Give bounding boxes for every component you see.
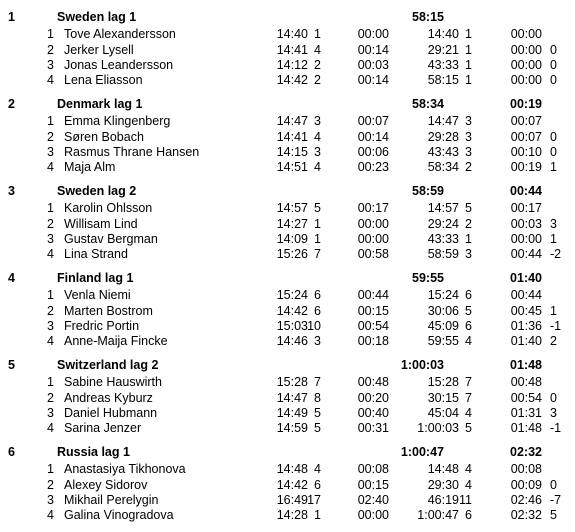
leg-time: 14:47 xyxy=(276,114,308,128)
position-change: 0 xyxy=(550,145,557,159)
cumulative-time: 43:33 xyxy=(427,58,459,72)
team-name: Russia lag 1 xyxy=(57,445,130,459)
runner-row xyxy=(0,42,575,58)
runner-name: Fredric Portin xyxy=(64,319,140,333)
cumulative-time: 30:06 xyxy=(427,304,459,318)
leg-behind: 00:23 xyxy=(357,160,389,174)
team-name: Sweden lag 1 xyxy=(57,10,137,24)
runner-row xyxy=(0,420,575,436)
runner-row xyxy=(0,318,575,334)
runner-row xyxy=(0,477,575,493)
cumulative-behind: 02:46 xyxy=(510,493,542,507)
leg-behind: 00:48 xyxy=(357,375,389,389)
cumulative-time: 43:33 xyxy=(427,232,459,246)
cumulative-rank: 1 xyxy=(465,58,472,72)
team-total-time: 58:15 xyxy=(412,10,444,24)
leg-behind: 00:00 xyxy=(357,27,389,41)
leg-rank: 6 xyxy=(314,288,321,302)
leg-behind: 00:44 xyxy=(357,288,389,302)
runner-row xyxy=(0,231,575,247)
position-change: 0 xyxy=(550,58,557,72)
team-total-time: 58:59 xyxy=(412,184,444,198)
leg-time: 14:41 xyxy=(276,130,308,144)
cumulative-behind: 01:31 xyxy=(510,406,542,420)
leg-number: 2 xyxy=(47,43,54,57)
position-change: 5 xyxy=(550,508,557,522)
cumulative-behind: 00:00 xyxy=(510,27,542,41)
cumulative-rank: 1 xyxy=(465,232,472,246)
leg-number: 3 xyxy=(47,406,54,420)
cumulative-time: 14:57 xyxy=(427,201,459,215)
runner-row xyxy=(0,461,575,477)
leg-time: 15:28 xyxy=(276,375,308,389)
leg-time: 15:24 xyxy=(276,288,308,302)
position-change: 3 xyxy=(550,217,557,231)
leg-behind: 00:15 xyxy=(357,478,389,492)
cumulative-time: 15:28 xyxy=(427,375,459,389)
runner-name: Venla Niemi xyxy=(64,288,131,302)
cumulative-time: 30:15 xyxy=(427,391,459,405)
runner-row xyxy=(0,405,575,421)
cumulative-behind: 00:17 xyxy=(510,201,542,215)
cumulative-behind: 00:00 xyxy=(510,58,542,72)
leg-rank: 2 xyxy=(314,73,321,87)
team-header-row xyxy=(0,444,575,460)
cumulative-rank: 2 xyxy=(465,160,472,174)
runner-name: Lena Eliasson xyxy=(64,73,143,87)
team-header-row xyxy=(0,96,575,112)
cumulative-behind: 00:44 xyxy=(510,288,542,302)
team-name: Sweden lag 2 xyxy=(57,184,137,198)
leg-time: 15:03 xyxy=(276,319,308,333)
leg-time: 14:12 xyxy=(276,58,308,72)
cumulative-behind: 00:45 xyxy=(510,304,542,318)
leg-rank: 1 xyxy=(314,232,321,246)
leg-number: 1 xyxy=(47,201,54,215)
cumulative-rank: 7 xyxy=(465,391,472,405)
runner-name: Galina Vinogradova xyxy=(64,508,174,522)
leg-rank: 3 xyxy=(314,145,321,159)
leg-number: 4 xyxy=(47,247,54,261)
cumulative-behind: 00:07 xyxy=(510,114,542,128)
runner-row xyxy=(0,390,575,406)
leg-behind: 00:15 xyxy=(357,304,389,318)
cumulative-rank: 5 xyxy=(465,304,472,318)
position-change: 0 xyxy=(550,478,557,492)
team-block xyxy=(0,444,575,532)
leg-rank: 7 xyxy=(314,375,321,389)
runner-name: Maja Alm xyxy=(64,160,116,174)
team-gap-to-leader: 02:32 xyxy=(510,445,542,459)
team-header-row xyxy=(0,357,575,373)
leg-behind: 02:40 xyxy=(357,493,389,507)
cumulative-rank: 7 xyxy=(465,375,472,389)
leg-time: 14:42 xyxy=(276,73,308,87)
cumulative-time: 14:40 xyxy=(427,27,459,41)
leg-behind: 00:14 xyxy=(357,73,389,87)
cumulative-behind: 00:54 xyxy=(510,391,542,405)
runner-name: Gustav Bergman xyxy=(64,232,158,246)
team-total-time: 1:00:03 xyxy=(400,358,444,372)
cumulative-behind: 00:03 xyxy=(510,217,542,231)
leg-time: 14:49 xyxy=(276,406,308,420)
position-change: -7 xyxy=(550,493,562,507)
runner-name: Emma Klingenberg xyxy=(64,114,171,128)
leg-time: 15:26 xyxy=(276,247,308,261)
leg-number: 1 xyxy=(47,27,54,41)
team-header-row xyxy=(0,9,575,25)
leg-number: 2 xyxy=(47,478,54,492)
leg-behind: 00:17 xyxy=(357,201,389,215)
team-name: Finland lag 1 xyxy=(57,271,134,285)
leg-behind: 00:00 xyxy=(357,232,389,246)
leg-time: 14:28 xyxy=(276,508,308,522)
runner-name: Anne-Maija Fincke xyxy=(64,334,168,348)
cumulative-rank: 6 xyxy=(465,508,472,522)
cumulative-time: 14:48 xyxy=(427,462,459,476)
cumulative-time: 45:09 xyxy=(427,319,459,333)
position-change: -2 xyxy=(550,247,562,261)
leg-behind: 00:20 xyxy=(357,391,389,405)
runner-row xyxy=(0,333,575,349)
cumulative-behind: 00:00 xyxy=(510,43,542,57)
cumulative-rank: 2 xyxy=(465,217,472,231)
runner-name: Lina Strand xyxy=(64,247,128,261)
cumulative-rank: 4 xyxy=(465,462,472,476)
team-gap-to-leader: 01:48 xyxy=(510,358,542,372)
leg-number: 3 xyxy=(47,493,54,507)
position-change: 1 xyxy=(550,232,557,246)
leg-rank: 17 xyxy=(307,493,321,507)
leg-behind: 00:58 xyxy=(357,247,389,261)
leg-number: 1 xyxy=(47,462,54,476)
runner-row xyxy=(0,144,575,160)
team-header-row xyxy=(0,270,575,286)
cumulative-rank: 5 xyxy=(465,201,472,215)
cumulative-time: 14:47 xyxy=(427,114,459,128)
cumulative-rank: 6 xyxy=(465,319,472,333)
cumulative-rank: 4 xyxy=(465,334,472,348)
cumulative-time: 46:19 xyxy=(427,493,459,507)
runner-name: Tove Alexandersson xyxy=(64,27,176,41)
team-name: Denmark lag 1 xyxy=(57,97,143,111)
runner-row xyxy=(0,287,575,303)
leg-rank: 4 xyxy=(314,130,321,144)
cumulative-rank: 3 xyxy=(465,145,472,159)
leg-number: 2 xyxy=(47,217,54,231)
leg-rank: 1 xyxy=(314,508,321,522)
leg-time: 14:41 xyxy=(276,43,308,57)
leg-rank: 10 xyxy=(307,319,321,333)
leg-time: 14:15 xyxy=(276,145,308,159)
runner-row xyxy=(0,72,575,88)
position-change: 1 xyxy=(550,160,557,174)
leg-rank: 4 xyxy=(314,43,321,57)
cumulative-behind: 00:00 xyxy=(510,232,542,246)
cumulative-behind: 00:09 xyxy=(510,478,542,492)
runner-name: Mikhail Perelygin xyxy=(64,493,159,507)
runner-row xyxy=(0,159,575,175)
team-block xyxy=(0,9,575,97)
leg-rank: 6 xyxy=(314,478,321,492)
leg-rank: 4 xyxy=(314,160,321,174)
cumulative-rank: 4 xyxy=(465,406,472,420)
runner-name: Jerker Lysell xyxy=(64,43,134,57)
team-place: 4 xyxy=(8,271,15,285)
leg-behind: 00:18 xyxy=(357,334,389,348)
runner-name: Sarina Jenzer xyxy=(64,421,142,435)
leg-rank: 5 xyxy=(314,201,321,215)
team-gap-to-leader: 00:19 xyxy=(510,97,542,111)
runner-row xyxy=(0,492,575,508)
leg-number: 4 xyxy=(47,73,54,87)
leg-number: 2 xyxy=(47,304,54,318)
runner-row xyxy=(0,246,575,262)
leg-rank: 1 xyxy=(314,217,321,231)
cumulative-time: 59:55 xyxy=(427,334,459,348)
team-place: 2 xyxy=(8,97,15,111)
leg-rank: 4 xyxy=(314,462,321,476)
leg-number: 2 xyxy=(47,391,54,405)
runner-row xyxy=(0,113,575,129)
cumulative-rank: 3 xyxy=(465,130,472,144)
cumulative-time: 58:59 xyxy=(427,247,459,261)
leg-time: 14:27 xyxy=(276,217,308,231)
leg-time: 14:46 xyxy=(276,334,308,348)
leg-rank: 3 xyxy=(314,114,321,128)
leg-time: 16:49 xyxy=(276,493,308,507)
leg-number: 3 xyxy=(47,232,54,246)
position-change: 2 xyxy=(550,334,557,348)
leg-rank: 3 xyxy=(314,334,321,348)
cumulative-behind: 00:07 xyxy=(510,130,542,144)
leg-behind: 00:54 xyxy=(357,319,389,333)
leg-number: 3 xyxy=(47,58,54,72)
cumulative-behind: 01:40 xyxy=(510,334,542,348)
runner-name: Willisam Lind xyxy=(64,217,138,231)
leg-time: 14:51 xyxy=(276,160,308,174)
team-block xyxy=(0,96,575,184)
runner-name: Alexey Sidorov xyxy=(64,478,148,492)
leg-time: 14:59 xyxy=(276,421,308,435)
cumulative-behind: 00:08 xyxy=(510,462,542,476)
cumulative-behind: 01:48 xyxy=(510,421,542,435)
team-header-row xyxy=(0,183,575,199)
cumulative-time: 29:21 xyxy=(427,43,459,57)
runner-row xyxy=(0,507,575,523)
leg-number: 1 xyxy=(47,288,54,302)
runner-row xyxy=(0,303,575,319)
cumulative-behind: 00:44 xyxy=(510,247,542,261)
leg-number: 2 xyxy=(47,130,54,144)
leg-behind: 00:00 xyxy=(357,508,389,522)
cumulative-time: 1:00:47 xyxy=(417,508,459,522)
team-place: 6 xyxy=(8,445,15,459)
runner-row xyxy=(0,374,575,390)
position-change: 0 xyxy=(550,130,557,144)
cumulative-rank: 11 xyxy=(459,493,472,507)
cumulative-time: 29:30 xyxy=(427,478,459,492)
position-change: 1 xyxy=(550,304,557,318)
leg-time: 14:40 xyxy=(276,27,308,41)
team-place: 1 xyxy=(8,10,15,24)
runner-row xyxy=(0,57,575,73)
runner-row xyxy=(0,200,575,216)
leg-behind: 00:31 xyxy=(357,421,389,435)
team-place: 3 xyxy=(8,184,15,198)
cumulative-time: 1:00:03 xyxy=(417,421,459,435)
leg-number: 4 xyxy=(47,508,54,522)
leg-behind: 00:07 xyxy=(357,114,389,128)
leg-time: 14:47 xyxy=(276,391,308,405)
runner-name: Karolin Ohlsson xyxy=(64,201,153,215)
team-block xyxy=(0,270,575,358)
team-gap-to-leader: 00:44 xyxy=(510,184,542,198)
cumulative-time: 58:15 xyxy=(427,73,459,87)
team-total-time: 1:00:47 xyxy=(400,445,444,459)
cumulative-time: 58:34 xyxy=(427,160,459,174)
leg-time: 14:48 xyxy=(276,462,308,476)
runner-row xyxy=(0,129,575,145)
runner-name: Andreas Kyburz xyxy=(64,391,153,405)
leg-number: 3 xyxy=(47,319,54,333)
team-total-time: 58:34 xyxy=(412,97,444,111)
runner-name: Sabine Hauswirth xyxy=(64,375,162,389)
position-change: -1 xyxy=(550,421,562,435)
leg-rank: 5 xyxy=(314,406,321,420)
leg-rank: 2 xyxy=(314,58,321,72)
leg-behind: 00:03 xyxy=(357,58,389,72)
cumulative-behind: 00:19 xyxy=(510,160,542,174)
cumulative-time: 15:24 xyxy=(427,288,459,302)
leg-behind: 00:14 xyxy=(357,43,389,57)
cumulative-rank: 3 xyxy=(465,114,472,128)
leg-time: 14:42 xyxy=(276,478,308,492)
leg-time: 14:42 xyxy=(276,304,308,318)
cumulative-behind: 00:10 xyxy=(510,145,542,159)
cumulative-time: 43:43 xyxy=(427,145,459,159)
cumulative-rank: 3 xyxy=(465,247,472,261)
cumulative-rank: 5 xyxy=(465,421,472,435)
leg-number: 1 xyxy=(47,375,54,389)
leg-rank: 7 xyxy=(314,247,321,261)
leg-rank: 6 xyxy=(314,304,321,318)
leg-time: 14:57 xyxy=(276,201,308,215)
cumulative-behind: 01:36 xyxy=(510,319,542,333)
team-gap-to-leader: 01:40 xyxy=(510,271,542,285)
position-change: 0 xyxy=(550,73,557,87)
cumulative-time: 45:04 xyxy=(427,406,459,420)
runner-name: Marten Bostrom xyxy=(64,304,153,318)
leg-rank: 5 xyxy=(314,421,321,435)
team-block xyxy=(0,183,575,271)
cumulative-behind: 00:48 xyxy=(510,375,542,389)
runner-name: Daniel Hubmann xyxy=(64,406,158,420)
cumulative-rank: 4 xyxy=(465,478,472,492)
runner-row xyxy=(0,26,575,42)
leg-behind: 00:08 xyxy=(357,462,389,476)
cumulative-time: 29:24 xyxy=(427,217,459,231)
cumulative-behind: 00:00 xyxy=(510,73,542,87)
leg-behind: 00:00 xyxy=(357,217,389,231)
team-name: Switzerland lag 2 xyxy=(57,358,159,372)
leg-rank: 1 xyxy=(314,27,321,41)
position-change: 0 xyxy=(550,391,557,405)
runner-row xyxy=(0,216,575,232)
leg-behind: 00:06 xyxy=(357,145,389,159)
runner-name: Rasmus Thrane Hansen xyxy=(64,145,200,159)
position-change: 3 xyxy=(550,406,557,420)
position-change: 0 xyxy=(550,43,557,57)
team-total-time: 59:55 xyxy=(412,271,444,285)
cumulative-rank: 6 xyxy=(465,288,472,302)
cumulative-rank: 1 xyxy=(465,43,472,57)
leg-number: 4 xyxy=(47,160,54,174)
team-place: 5 xyxy=(8,358,15,372)
runner-name: Anastasiya Tikhonova xyxy=(64,462,186,476)
cumulative-behind: 02:32 xyxy=(510,508,542,522)
leg-number: 1 xyxy=(47,114,54,128)
leg-number: 4 xyxy=(47,421,54,435)
leg-number: 3 xyxy=(47,145,54,159)
cumulative-time: 29:28 xyxy=(427,130,459,144)
team-block xyxy=(0,357,575,445)
cumulative-rank: 1 xyxy=(465,27,472,41)
leg-time: 14:09 xyxy=(276,232,308,246)
leg-behind: 00:40 xyxy=(357,406,389,420)
leg-number: 4 xyxy=(47,334,54,348)
leg-behind: 00:14 xyxy=(357,130,389,144)
runner-name: Jonas Leandersson xyxy=(64,58,174,72)
cumulative-rank: 1 xyxy=(465,73,472,87)
runner-name: Søren Bobach xyxy=(64,130,144,144)
leg-rank: 8 xyxy=(314,391,321,405)
position-change: -1 xyxy=(550,319,562,333)
